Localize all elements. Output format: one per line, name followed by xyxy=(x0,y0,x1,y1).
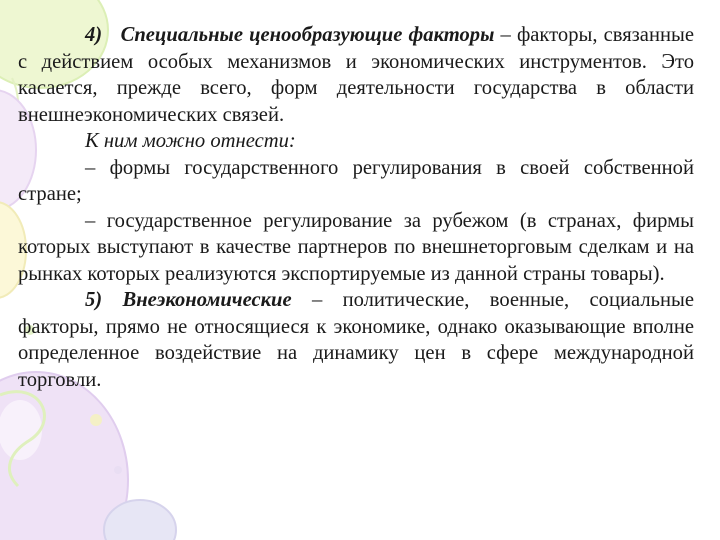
paragraph-special-factors xyxy=(18,22,694,128)
paragraph-non-economic-factors xyxy=(18,287,694,393)
slide-text xyxy=(18,22,694,393)
balloon-highlight xyxy=(0,400,42,460)
paragraph-list-intro: К ним можно отнести: xyxy=(85,130,296,152)
term-non-economic: Внеэкономические xyxy=(122,289,292,311)
term-special-factors: Специальные ценообразующие факторы xyxy=(120,24,495,46)
dot xyxy=(114,466,122,474)
list-item-foreign-regulation: – государственное регулирование за рубежом (в странах, фирмы которых выступают в качестве партнеров по внешнеторговым сделкам и на рынках которых реализуются экспортируемые из данной страны товары). xyxy=(18,209,694,285)
list-item-domestic-regulation: – формы государственного регулирования в своей собственной стране; xyxy=(18,156,694,205)
dot xyxy=(90,414,102,426)
item-number: 4) xyxy=(85,24,103,46)
definition-text: – политические, военные, социальные факторы, прямо не относящиеся к экономике, однако оказывающие вполне определенное воздействие на динамику цен в сфере международной торговли. xyxy=(18,289,694,391)
definition-text: – факторы, связанные с действием особых механизмов и экономических инструментов. Это касается, прежде всего, форм деятельности государства в области внешнеэкономических связей. xyxy=(18,24,694,126)
item-number: 5) xyxy=(85,289,103,311)
